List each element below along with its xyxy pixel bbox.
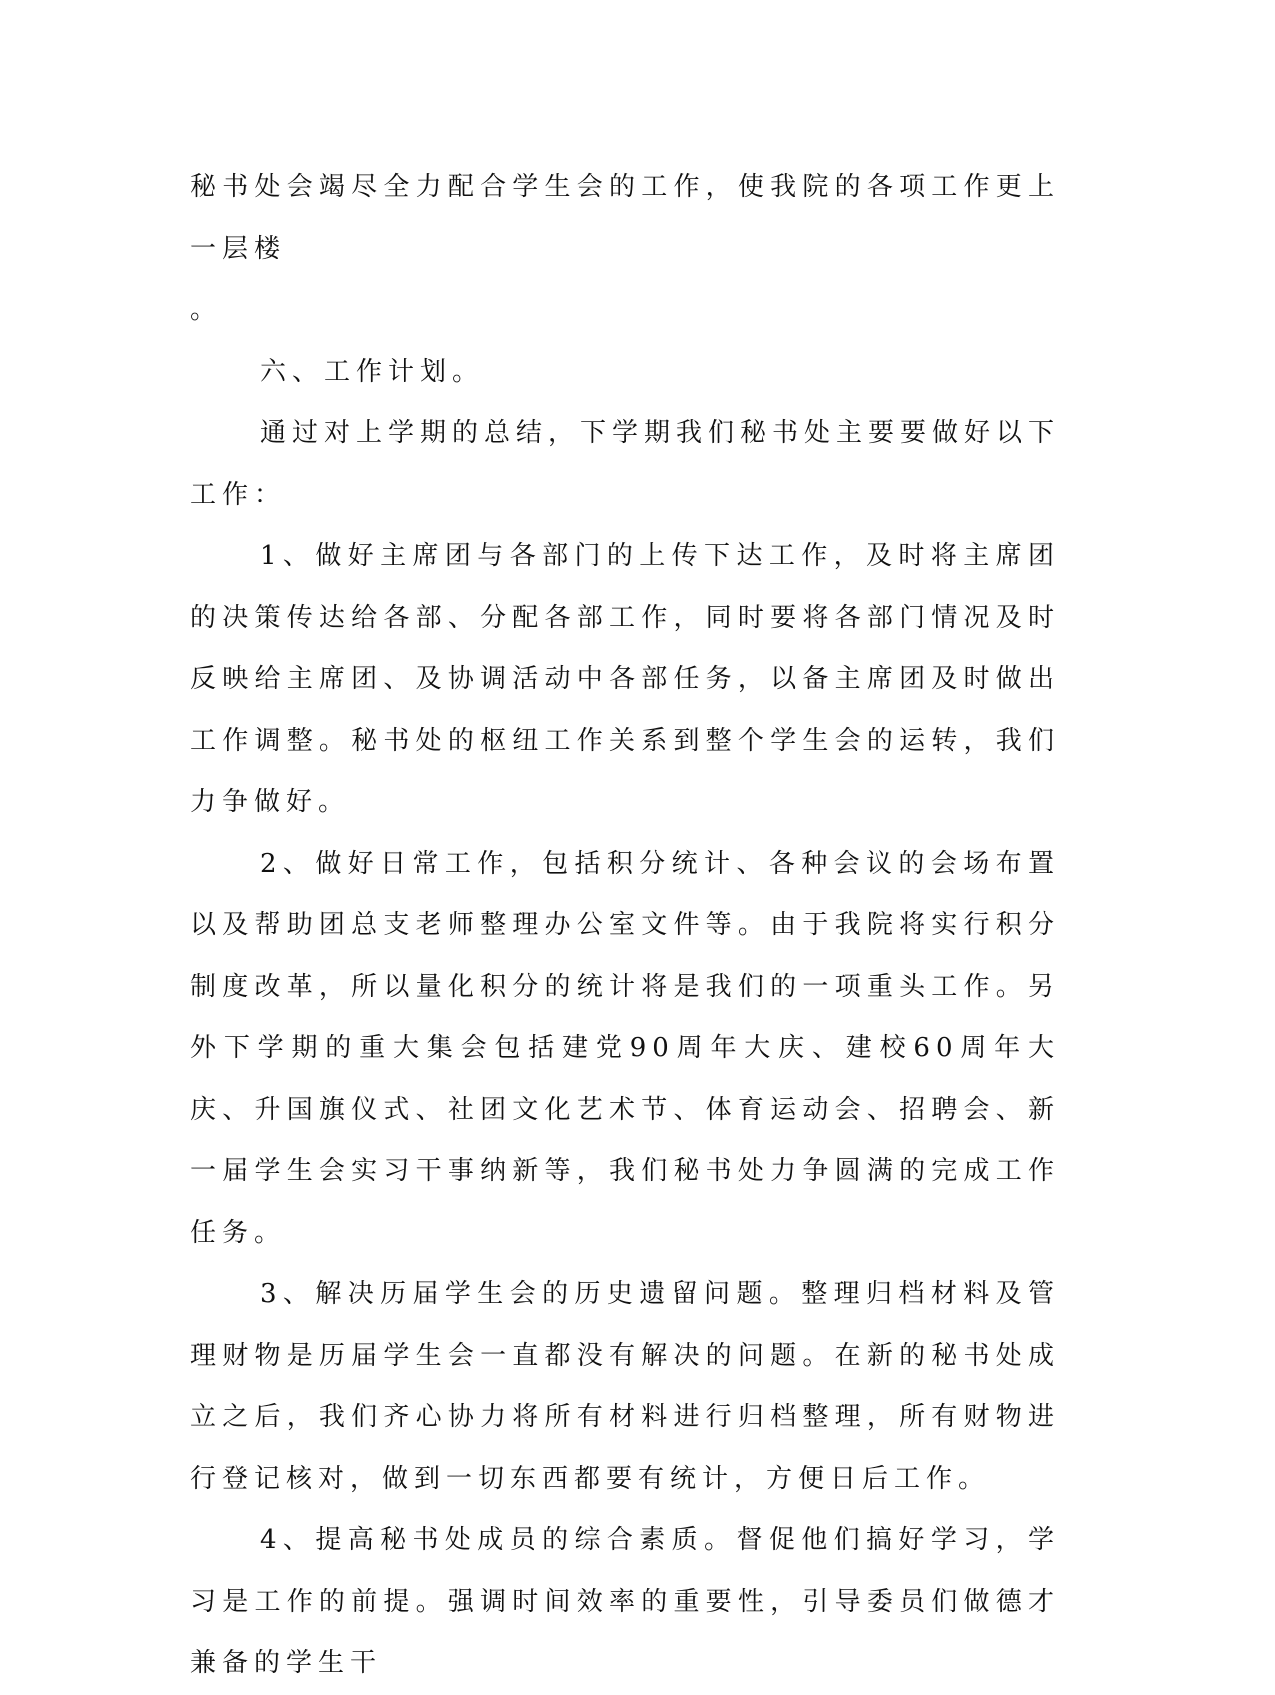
document-body (190, 157, 1060, 1695)
paragraph-item-4: 4、提高秘书处成员的综合素质。督促他们搞好学习，学习是工作的前提。强调时间效率的重要性，引导委员们做德才兼备的学生干 (190, 1525, 1060, 1678)
paragraph-item-1: 1、做好主席团与各部门的上传下达工作，及时将主席团的决策传达给各部、分配各部工作，同时要将各部门情况及时反映给主席团、及协调活动中各部任务，以备主席团及时做出工作调整。秘书处的枢纽工作关系到整个学生会的运转，我们力争做好。 (190, 541, 1060, 817)
paragraph-intro: 通过对上学期的总结，下学期我们秘书处主要要做好以下工作： (190, 418, 1061, 510)
paragraph-item-2: 2、做好日常工作，包括积分统计、各种会议的会场布置以及帮助团总支老师整理办公室文件等。由于我院将实行积分制度改革，所以量化积分的统计将是我们的一项重头工作。另外下学期的重大集会包括建党90周年大庆、建校60周年大庆、升国旗仪式、社团文化艺术节、体育运动会、招聘会、新一届学生会实习干事纳新等，我们秘书处力争圆满的完成工作任务。 (190, 848, 1060, 1248)
paragraph-period: 。 (190, 295, 223, 325)
paragraph-item-3: 3、解决历届学生会的历史遗留问题。整理归档材料及管理财物是历届学生会一直都没有解决的问题。在新的秘书处成立之后，我们齐心协力将所有材料进行归档整理，所有财物进行登记核对，做到一切东西都要有统计，方便日后工作。 (190, 1279, 1060, 1494)
section-heading-work-plan: 六、工作计划。 (260, 356, 485, 387)
paragraph-continuation: 秘书处会竭尽全力配合学生会的工作，使我院的各项工作更上一层楼 (190, 172, 1060, 264)
